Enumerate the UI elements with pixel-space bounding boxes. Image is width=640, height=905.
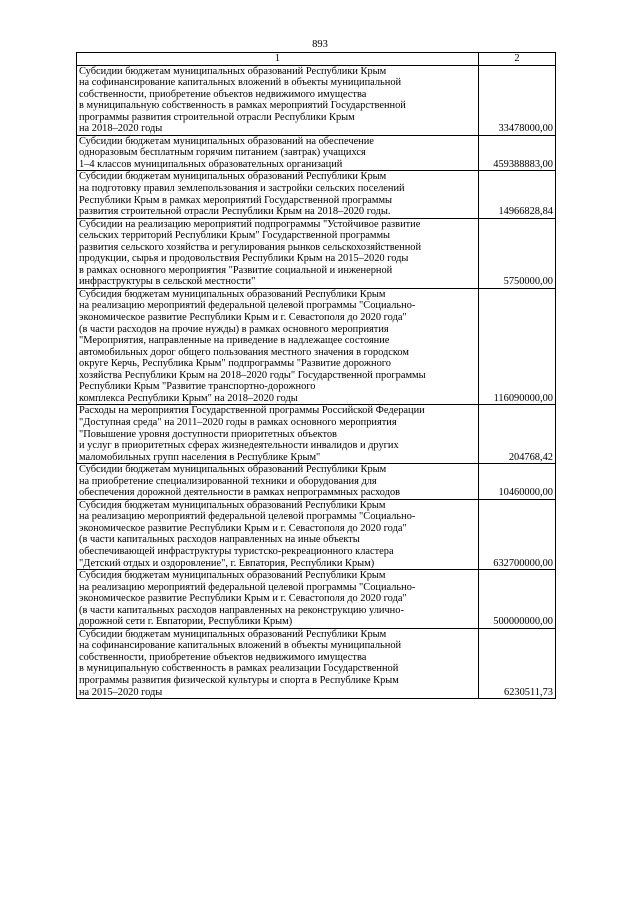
row-amount: 5750000,00 (479, 218, 556, 288)
row-description: Субсидия бюджетам муниципальных образований Республики Крым на реализацию мероприятий федеральной целевой программы "Социально- экономическое развитие Республики Крым и г. Севастополя до 2020 года" (в части капитальных расходов направленных на реконструкцию улично- дорожной сети г. Евпатории, Республики Крым) (77, 570, 479, 629)
row-amount: 459388883,00 (479, 135, 556, 171)
budget-table (76, 52, 556, 699)
row-amount: 6230511,73 (479, 628, 556, 698)
row-amount: 204768,42 (479, 405, 556, 464)
table-row (77, 171, 556, 218)
row-description: Субсидии бюджетам муниципальных образований Республики Крым на приобретение специализированной техники и оборудования для обеспечения дорожной деятельности в рамках непрограммных расходов (77, 464, 479, 500)
table-row (77, 135, 556, 171)
row-description: Расходы на мероприятия Государственной программы Российской Федерации "Доступная среда" на 2011–2020 годы в рамках основного мероприятия "Повышение уровня доступности приоритетных объектов и услуг в приоритетных сферах жизнедеятельности инвалидов и других маломобильных групп населения в Республике Крым" (77, 405, 479, 464)
table-row (77, 628, 556, 698)
row-amount: 14966828,84 (479, 171, 556, 218)
page-number: 893 (312, 39, 328, 50)
row-amount: 632700000,00 (479, 499, 556, 569)
row-description: Субсидии на реализацию мероприятий подпрограммы "Устойчивое развитие сельских территорий Республики Крым" Государственной программы развития сельского хозяйства и регулирования рынков сельскохозяйственной продукции, сырья и продовольствия Республики Крым на 2015–2020 годы в рамках основного мероприятия "Развитие социальной и инженерной инфраструктуры в сельской местности" (77, 218, 479, 288)
table-row (77, 570, 556, 629)
table-row (77, 288, 556, 404)
row-description: Субсидии бюджетам муниципальных образований Республики Крым на подготовку правил землепользования и застройки сельских поселений Республики Крым в рамках мероприятий Государственной программы развития строительной отрасли Республики Крым на 2018–2020 годы. (77, 171, 479, 218)
row-description: Субсидия бюджетам муниципальных образований Республики Крым на реализацию мероприятий федеральной целевой программы "Социально- экономическое развитие Республики Крым и г. Севастополя до 2020 года" (в части расходов на прочие нужды) в рамках основного мероприятия "Мероприятия, направленные на приведение в надлежащее состояние автомобильных дорог общего пользования местного значения в городском округе Керчь, Республика Крым" подпрограммы "Развитие дорожного хозяйства Республики Крым на 2018–2020 годы" Государственной программы Республики Крым "Развитие транспортно-дорожного комплекса Республики Крым" на 2018–2020 годы (77, 288, 479, 404)
row-amount: 116090000,00 (479, 288, 556, 404)
column-header-2: 2 (479, 53, 556, 66)
table-row (77, 464, 556, 500)
row-amount: 10460000,00 (479, 464, 556, 500)
row-description: Субсидии бюджетам муниципальных образований Республики Крым на софинансирование капитальных вложений в объекты муниципальной собственности, приобретение объектов недвижимого имущества в муниципальную собственность в рамках реализации Государственной программы развития физической культуры и спорта в Республике Крым на 2015–2020 годы (77, 628, 479, 698)
row-amount: 33478000,00 (479, 65, 556, 135)
column-header-1: 1 (77, 53, 479, 66)
row-description: Субсидии бюджетам муниципальных образований Республики Крым на софинансирование капитальных вложений в объекты муниципальной собственности, приобретение объектов недвижимого имущества в муниципальную собственность в рамках мероприятий Государственной программы развития строительной отрасли Республики Крым на 2018–2020 годы (77, 65, 479, 135)
row-description: Субсидия бюджетам муниципальных образований Республики Крым на реализацию мероприятий федеральной целевой программы "Социально- экономическое развитие Республики Крым и г. Севастополя до 2020 года" (в части капитальных расходов направленных на иные объекты обеспечивающей инфраструктуры туристско-рекреационного кластера "Детский отдых и оздоровление", г. Евпатория, Республики Крым) (77, 499, 479, 569)
table-row (77, 218, 556, 288)
row-description: Субсидии бюджетам муниципальных образований на обеспечение одноразовым бесплатным горячим питанием (завтрак) учащихся 1–4 классов муниципальных образовательных организаций (77, 135, 479, 171)
table-row (77, 65, 556, 135)
table-row (77, 405, 556, 464)
header-row (77, 53, 556, 66)
table-row (77, 499, 556, 569)
row-amount: 500000000,00 (479, 570, 556, 629)
